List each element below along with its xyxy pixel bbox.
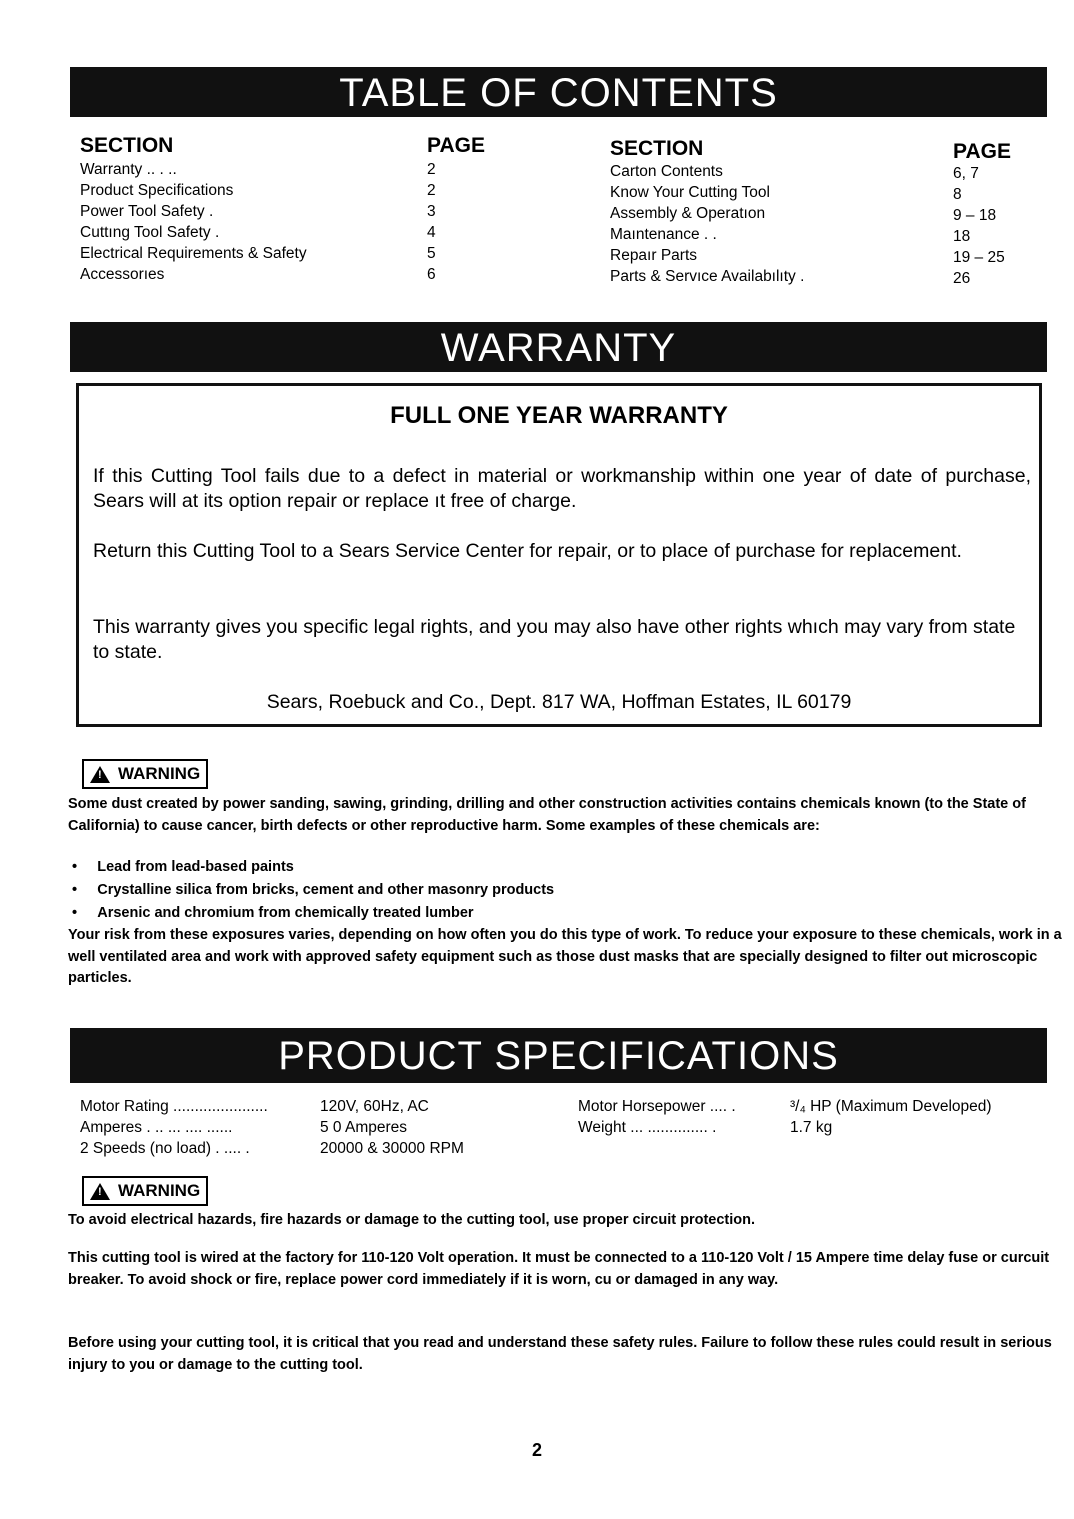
spec-value: 1.7 kg: [790, 1119, 833, 1136]
toc-entry-label: Warranty .. . ..: [80, 161, 177, 178]
warranty-banner: WARRANTY: [70, 322, 1047, 372]
warning-1-bullet: • Crystalline silica from bricks, cement and other masonry products: [72, 882, 555, 898]
warning-2-para-1: To avoid electrical hazards, fire hazards or damage to the cutting tool, use proper circuit protection.: [68, 1212, 756, 1228]
warning-triangle-icon: !: [90, 766, 110, 783]
warranty-para-2: Return this Cutting Tool to a Sears Service Center for repair, or to place of purchase for replacement.: [93, 540, 962, 562]
toc-left-section-header: SECTION: [80, 134, 174, 157]
bullet-text: Arsenic and chromium from chemically treated lumber: [97, 905, 474, 921]
bullet-text: Crystalline silica from bricks, cement and other masonry products: [97, 882, 555, 898]
toc-entry-label: Power Tool Safety .: [80, 203, 214, 220]
warning-label-1: [82, 759, 208, 789]
spec-label: Motor Horsepower .... .: [578, 1098, 736, 1115]
warranty-heading: FULL ONE YEAR WARRANTY: [390, 402, 728, 429]
toc-entry-label: Maıntenance . .: [610, 226, 717, 243]
toc-entry-page: 8: [953, 186, 962, 203]
toc-right-section-header: SECTION: [610, 137, 704, 160]
toc-right-labels: [610, 161, 804, 287]
spec-label: Weight ... .............. .: [578, 1119, 717, 1136]
spec-label: Amperes . .. ... .... ......: [80, 1119, 233, 1136]
spec-value: ³/₄ HP (Maximum Developed): [790, 1098, 992, 1115]
toc-left-labels: [80, 159, 307, 285]
toc-entry-page: 2: [427, 182, 436, 199]
toc-entry-page: 26: [953, 270, 971, 287]
warning-text: WARNING: [118, 764, 201, 783]
warning-1-outro: Your risk from these exposures varies, depending on how often you do this type of work. To reduce your exposure to these chemicals, work in a well ventilated area and work with approved safety equipment such as those dust masks that are specially designed to filter out microscopic particles.: [68, 927, 1062, 986]
toc-entry-page: 6, 7: [953, 165, 979, 182]
toc-entry-page: 9 – 18: [953, 207, 997, 224]
toc-entry-label: Cuttıng Tool Safety .: [80, 224, 220, 241]
warning-2-para-2: This cutting tool is wired at the factory for 110-120 Volt operation. It must be connected to a 110-120 Volt / 15 Ampere time delay fuse or curcuit breaker. To avoid shock or fire, replace power cord immediately if it is worn, cu or damaged in any way.: [68, 1250, 1050, 1288]
spec-value: 120V, 60Hz, AC: [320, 1098, 429, 1115]
toc-entry-page: 19 – 25: [953, 249, 1005, 266]
toc-entry-label: Accessorıes: [80, 266, 165, 283]
warning-text: WARNING: [118, 1181, 201, 1200]
toc-entry-label: Parts & Servıce Availabılıty .: [610, 268, 805, 285]
spec-label: 2 Speeds (no load) . .... .: [80, 1140, 250, 1157]
page-number: 2: [531, 1440, 542, 1460]
spec-value: 5 0 Amperes: [320, 1119, 408, 1136]
toc-entry-page: 2: [427, 161, 436, 178]
toc-entry-page: 3: [427, 203, 436, 220]
warranty-para-1: If this Cutting Tool fails due to a defect in material or workmanship within one year of date of purchase, Sears will at its option repair or replace ıt free of charge.: [93, 465, 1031, 512]
toc-entry-page: 6: [427, 266, 436, 283]
warning-label-2: [82, 1176, 208, 1206]
toc-entry-page: 4: [427, 224, 436, 241]
warranty-address: Sears, Roebuck and Co., Dept. 817 WA, Hoffman Estates, IL 60179: [266, 691, 852, 713]
toc-entry-label: Repaır Parts: [610, 247, 698, 264]
toc-banner: TABLE OF CONTENTS: [70, 67, 1047, 117]
spec-label: Motor Rating ......................: [80, 1098, 268, 1115]
toc-entry-label: Assembly & Operatıon: [610, 205, 766, 222]
warning-1-bullet: • Lead from lead-based paints: [72, 859, 294, 875]
warning-1-intro: Some dust created by power sanding, sawing, grinding, drilling and other construction activities contains chemicals known (to the State of California) to cause cancer, birth defects or other reproductive harm. Some examples of these chemicals are:: [68, 796, 1026, 834]
toc-left-page-header: PAGE: [427, 134, 485, 157]
warranty-box: [76, 383, 1042, 727]
warning-1-bullet: • Arsenic and chromium from chemically treated lumber: [72, 905, 474, 921]
warning-triangle-icon: !: [90, 1183, 110, 1200]
spec-value: 20000 & 30000 RPM: [320, 1140, 464, 1157]
toc-entry-label: Know Your Cutting Tool: [610, 184, 770, 201]
toc-entry-page: 18: [953, 228, 971, 245]
toc-right-pages: [953, 163, 1005, 289]
toc-right-page-header: PAGE: [953, 140, 1011, 163]
specs-banner: PRODUCT SPECIFICATIONS: [70, 1028, 1047, 1083]
toc-left-pages: [427, 159, 436, 285]
warranty-para-3: This warranty gives you specific legal rights, and you may also have other rights whıch may vary from state to state.: [93, 616, 1016, 663]
toc-entry-label: Electrical Requirements & Safety: [80, 245, 307, 262]
toc-entry-label: Carton Contents: [610, 163, 723, 180]
warning-2-para-3: Before using your cutting tool, it is critical that you read and understand these safety rules. Failure to follow these rules could result in serious injury to you or damage to the cutting tool.: [68, 1335, 1052, 1373]
bullet-text: Lead from lead-based paints: [97, 859, 294, 875]
toc-entry-page: 5: [427, 245, 436, 262]
toc-entry-label: Product Specifications: [80, 182, 234, 199]
